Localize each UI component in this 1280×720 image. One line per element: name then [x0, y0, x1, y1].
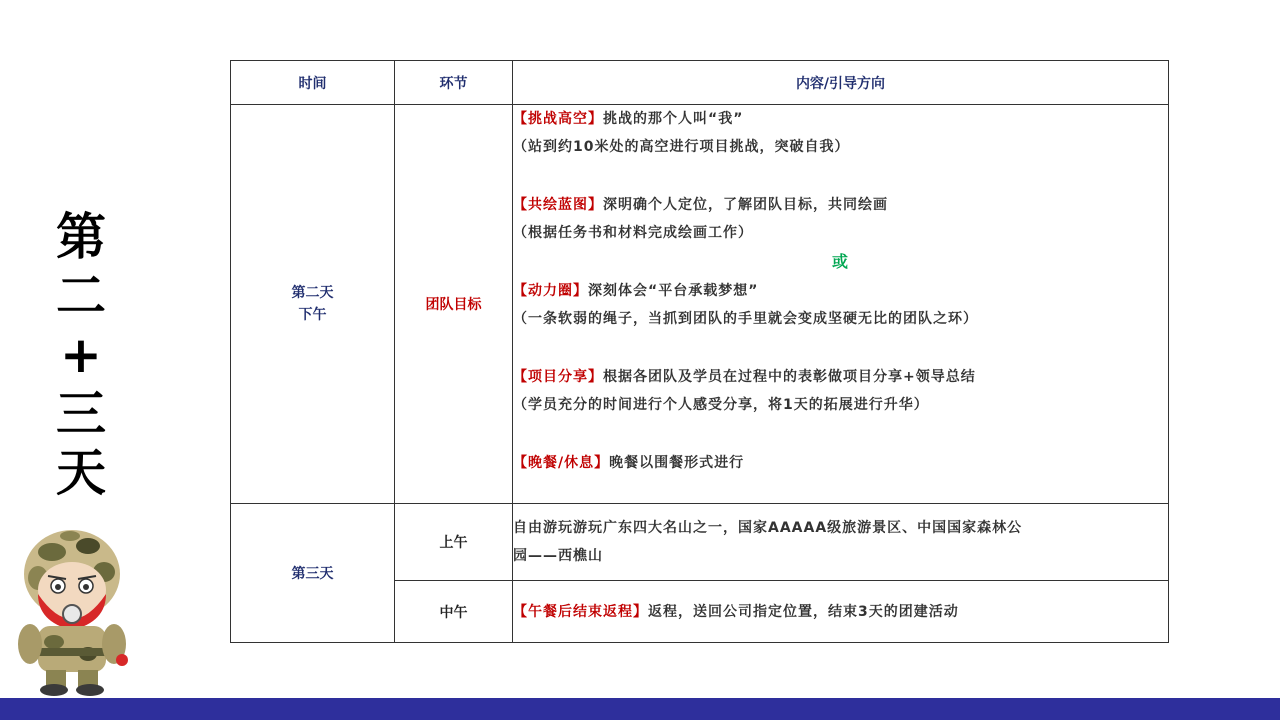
item-tag: 【项目分享】 [513, 369, 603, 385]
item-text: 挑战的那个人叫“我” [603, 111, 744, 127]
item-tag: 【挑战高空】 [513, 111, 603, 127]
or-label: 或 [831, 252, 849, 271]
morning-line1: 自由游玩游玩广东四大名山之一，国家AAAAA级旅游景区、中国国家森林公 [513, 520, 1023, 536]
day3-morning-label: 上午 [395, 504, 513, 581]
item-text: 晚餐以围餐形式进行 [609, 455, 745, 471]
title-char: 天 [56, 444, 106, 502]
day3-noon-label: 中午 [395, 581, 513, 643]
day2-time-line2: 下午 [298, 307, 327, 323]
day3-noon-content [513, 581, 1169, 643]
item-text: 深刻体会“平台承载梦想” [588, 283, 759, 299]
header-time: 时间 [231, 61, 395, 105]
day2-section-cell: 团队目标 [395, 105, 513, 504]
title-char: 第 [56, 208, 106, 266]
item-line [513, 449, 1168, 477]
item-tag: 【共绘蓝图】 [513, 197, 603, 213]
item-text: 根据各团队及学员在过程中的表彰做项目分享+领导总结 [603, 369, 976, 385]
item-line [513, 363, 1168, 391]
day2-time-cell [231, 105, 395, 504]
day2-time-line1: 第二天 [291, 285, 334, 301]
day3-time-cell: 第三天 [231, 504, 395, 643]
item-line [513, 277, 1168, 305]
item-sub: （学员充分的时间进行个人感受分享，将1天的拓展进行升华） [513, 397, 929, 413]
item-tag: 【晚餐/休息】 [513, 455, 610, 471]
item-tag: 【动力圈】 [513, 283, 588, 299]
day2-content-cell [513, 105, 1169, 504]
header-section: 环节 [395, 61, 513, 105]
item-sub: （站到约10米处的高空进行项目挑战，突破自我） [513, 139, 850, 155]
item-sub: （一条软弱的绳子，当抓到团队的手里就会变成坚硬无比的团队之环） [513, 311, 978, 327]
noon-text: 返程，送回公司指定位置，结束3天的团建活动 [648, 603, 959, 620]
morning-line2: 园——西樵山 [513, 548, 603, 564]
day3-morning-content [513, 504, 1169, 581]
table-row [231, 504, 1169, 581]
soldier-mascot-icon [8, 526, 136, 696]
table-header-row [231, 61, 1169, 105]
noon-tag: 【午餐后结束返程】 [513, 603, 648, 620]
item-line [513, 105, 1168, 133]
header-content: 内容/引导方向 [513, 61, 1169, 105]
item-sub: （根据任务书和材料完成绘画工作） [513, 225, 753, 241]
vertical-title [52, 208, 110, 503]
item-line [513, 191, 1168, 219]
item-text: 深明确个人定位，了解团队目标，共同绘画 [603, 197, 888, 213]
schedule-table [230, 60, 1169, 643]
title-char: + [60, 326, 102, 384]
bottom-bar [0, 698, 1280, 720]
table-row [231, 105, 1169, 504]
title-char: 二 [56, 267, 106, 325]
title-char: 三 [56, 385, 106, 443]
